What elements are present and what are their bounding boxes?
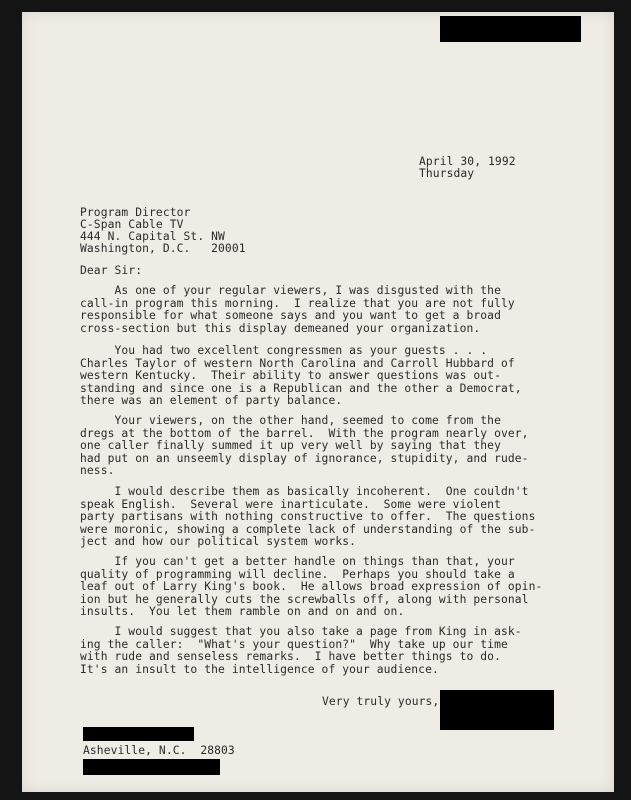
salutation: Dear Sir:	[80, 264, 143, 277]
letter-day: Thursday	[419, 167, 475, 180]
recipient-line: Program Director	[80, 206, 191, 219]
body-paragraph-5: If you can't get a better handle on things than that, your quality of programming will decline. Perhaps you should take a leaf out of Larry King's book. He allows broad expression of opin- ion but he generally cuts the screwballs off, along with personal insults. You let them ramble on and on and on.	[80, 555, 543, 619]
body-paragraph-6: I would suggest that you also take a page from King in ask- ing the caller: "What's your question?" Why take up our time with rude and senseless remarks. I have better things to do. It's an insult to the intelligence of your audience.	[80, 625, 522, 676]
redaction-sender-name	[83, 727, 194, 741]
recipient-line: C-Span Cable TV	[80, 218, 184, 231]
body-paragraph-3: Your viewers, on the other hand, seemed to come from the dregs at the bottom of the barrel. With the program nearly over, one caller finally summed it up very well by saying that they had put on an unseemly display of ignorance, stupidity, and rude- ness.	[80, 414, 529, 478]
redaction-letterhead	[440, 16, 581, 42]
sender-city: Asheville, N.C. 28803	[83, 744, 235, 757]
letter-date: April 30, 1992	[419, 155, 516, 168]
body-paragraph-1: As one of your regular viewers, I was disgusted with the call-in program this morning. I realize that you are not fully responsible for what someone says and you want to get a broad cross-section but this display demeaned your organization.	[80, 284, 515, 335]
redaction-signature	[440, 690, 554, 730]
recipient-line: Washington, D.C. 20001	[80, 242, 246, 255]
body-paragraph-2: You had two excellent congressmen as your guests . . . Charles Taylor of western North Carolina and Carroll Hubbard of western Kentucky. Their ability to answer questions was out- standing and since one is a Republican and the other a Democrat, there was an element of party balance.	[80, 344, 522, 408]
redaction-sender-address	[83, 759, 220, 775]
body-paragraph-4: I would describe them as basically incoherent. One couldn't speak English. Several were inarticulate. Some were violent party partisans with nothing constructive to offer. The questions were moronic, showing a complete lack of understanding of the sub- ject and how our political system works.	[80, 485, 536, 549]
closing: Very truly yours,	[322, 695, 440, 708]
recipient-line: 444 N. Capital St. NW	[80, 230, 225, 243]
